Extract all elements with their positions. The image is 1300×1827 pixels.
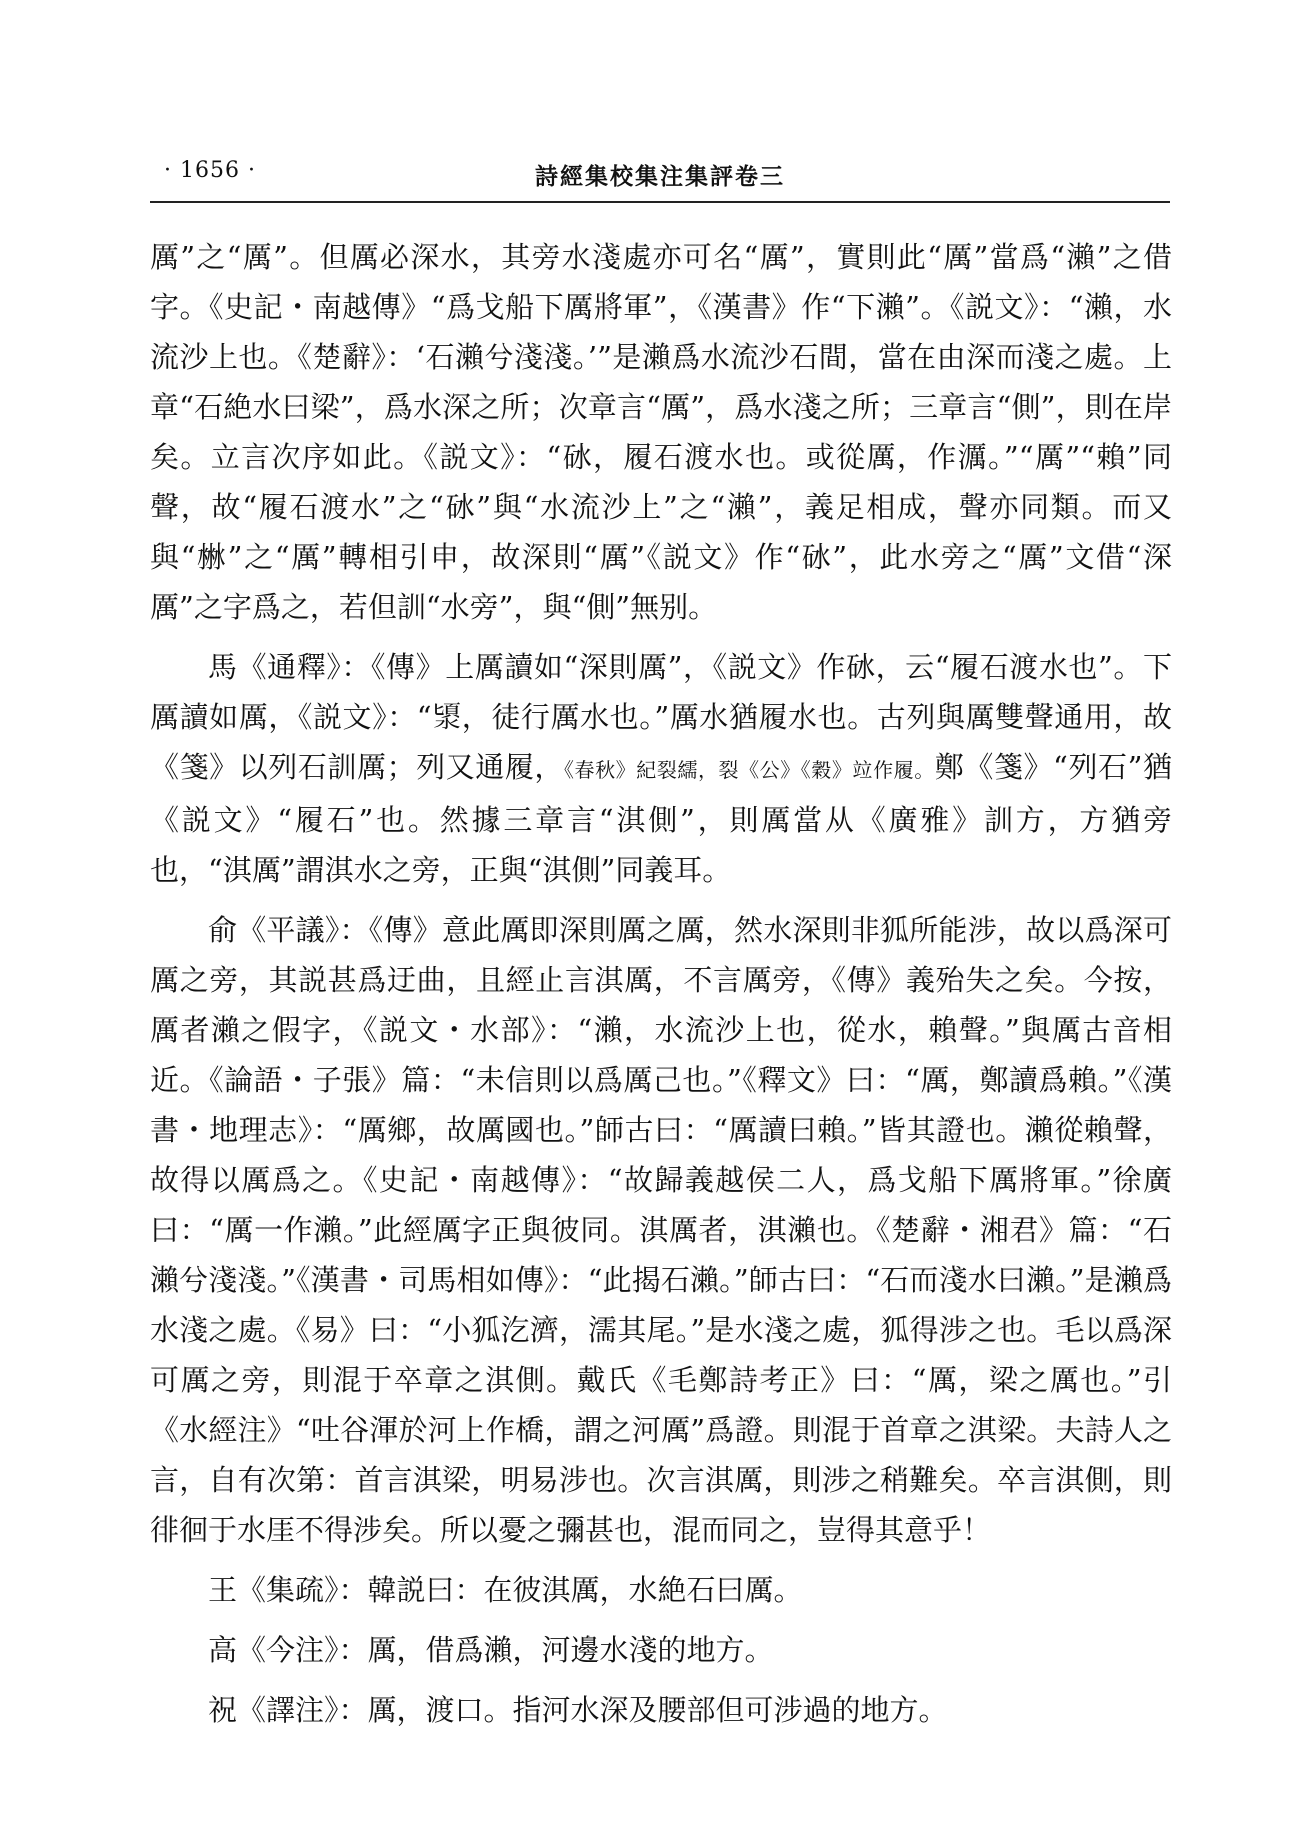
paragraph-continued: 厲”之“厲”。但厲必深水，其旁水淺處亦可名“厲”，實則此“厲”當爲“瀨”之借字。《史記・南越傳》“爲戈船下厲將軍”，《漢書》作“下瀨”。《説文》：“瀨，水流沙上也。《楚辭》：‘石瀨兮淺淺。’”是瀨爲水流沙石間，當在由深而淺之處。上章“石絶水曰梁”，爲水深之所；次章言“厲”，爲水淺之所；三章言“側”，則在岸矣。立言次序如此。《説文》：“砅，履石渡水也。或從厲，作濿。”“厲”“賴”同聲，故“履石渡水”之“砅”與“水流沙上”之“瀨”，義足相成，聲亦同類。而又與“㴇”之“厲”轉相引申，故深則“厲”《説文》作“砅”，此水旁之“厲”文借“深厲”之字爲之，若但訓“水旁”，與“側”無别。: [150, 240, 1172, 624]
paragraph-text: 鄭《箋》“列石”猶《説文》“履石”也。然據三章言“淇側”，則厲當从《廣雅》訓方，方猶旁也，“淇厲”謂淇水之旁，正與“淇側”同義耳。: [150, 750, 1172, 887]
paragraph-yu-pingyi: 俞《平議》：《傳》意此厲即深則厲之厲，然水深則非狐所能涉，故以爲深可厲之旁，其説甚爲迂曲，且經止言淇厲，不言厲旁，《傳》義殆失之矣。今按，厲者瀨之假字，《説文・水部》：“瀨，水流沙上也，從水，賴聲。”與厲古音相近。《論語・子張》篇：“未信則以爲厲己也。”《釋文》曰：“厲，鄭讀爲賴。”《漢書・地理志》：“厲鄉，故厲國也。”師古曰：“厲讀曰賴。”皆其證也。瀨從賴聲，故得以厲爲之。《史記・南越傳》：“故歸義越侯二人，爲戈船下厲將軍。”徐廣曰：“厲一作瀨。”此經厲字正與彼同。淇厲者，淇瀨也。《楚辭・湘君》篇：“石瀨兮淺淺。”《漢書・司馬相如傳》：“此揭石瀨。”師古曰：“石而淺水曰瀨。”是瀨爲水淺之處。《易》曰：“小狐汔濟，濡其尾。”是水淺之處，狐得涉之也。毛以爲深可厲之旁，則混于卒章之淇側。戴氏《毛鄭詩考正》曰：“厲，梁之厲也。”引《水經注》“吐谷渾於河上作橋，謂之河厲”爲證。則混于首章之淇梁。夫詩人之言，自有次第：首言淇梁，明易涉也。次言淇厲，則涉之稍難矣。卒言淇側，則徘徊于水厓不得涉矣。所以憂之彌甚也，混而同之，豈得其意乎！: [150, 913, 1172, 1547]
paragraph-gao-jinzhu: 高《今注》：厲，借爲瀨，河邊水淺的地方。: [208, 1633, 774, 1667]
paragraph-ma-tongshi: [150, 642, 1172, 895]
running-title: 詩經集校集注集評卷三: [535, 163, 785, 190]
paragraph-wang-jishu: 王《集疏》：韓説曰：在彼淇厲，水絶石曰厲。: [208, 1573, 803, 1607]
inline-note: 《春秋》紀裂繻，裂《公》《穀》竝作履。: [563, 758, 935, 782]
header-rule: [150, 201, 1170, 203]
paragraph-text: 馬《通釋》：《傳》上厲讀如“深則厲”，《説文》作砅，云“履石渡水也”。下厲讀如厲，《説文》：“𣻯，徒行厲水也。”厲水猶履水也。古列與厲雙聲通用，故《箋》以列石訓厲；列又通履，: [150, 650, 1172, 784]
running-header: [150, 158, 1170, 194]
paragraph-zhu-yizhu: 祝《譯注》：厲，渡口。指河水深及腰部但可涉過的地方。: [208, 1693, 948, 1727]
page-number: · 1656 ·: [164, 158, 256, 183]
page-body: [150, 232, 1172, 1745]
